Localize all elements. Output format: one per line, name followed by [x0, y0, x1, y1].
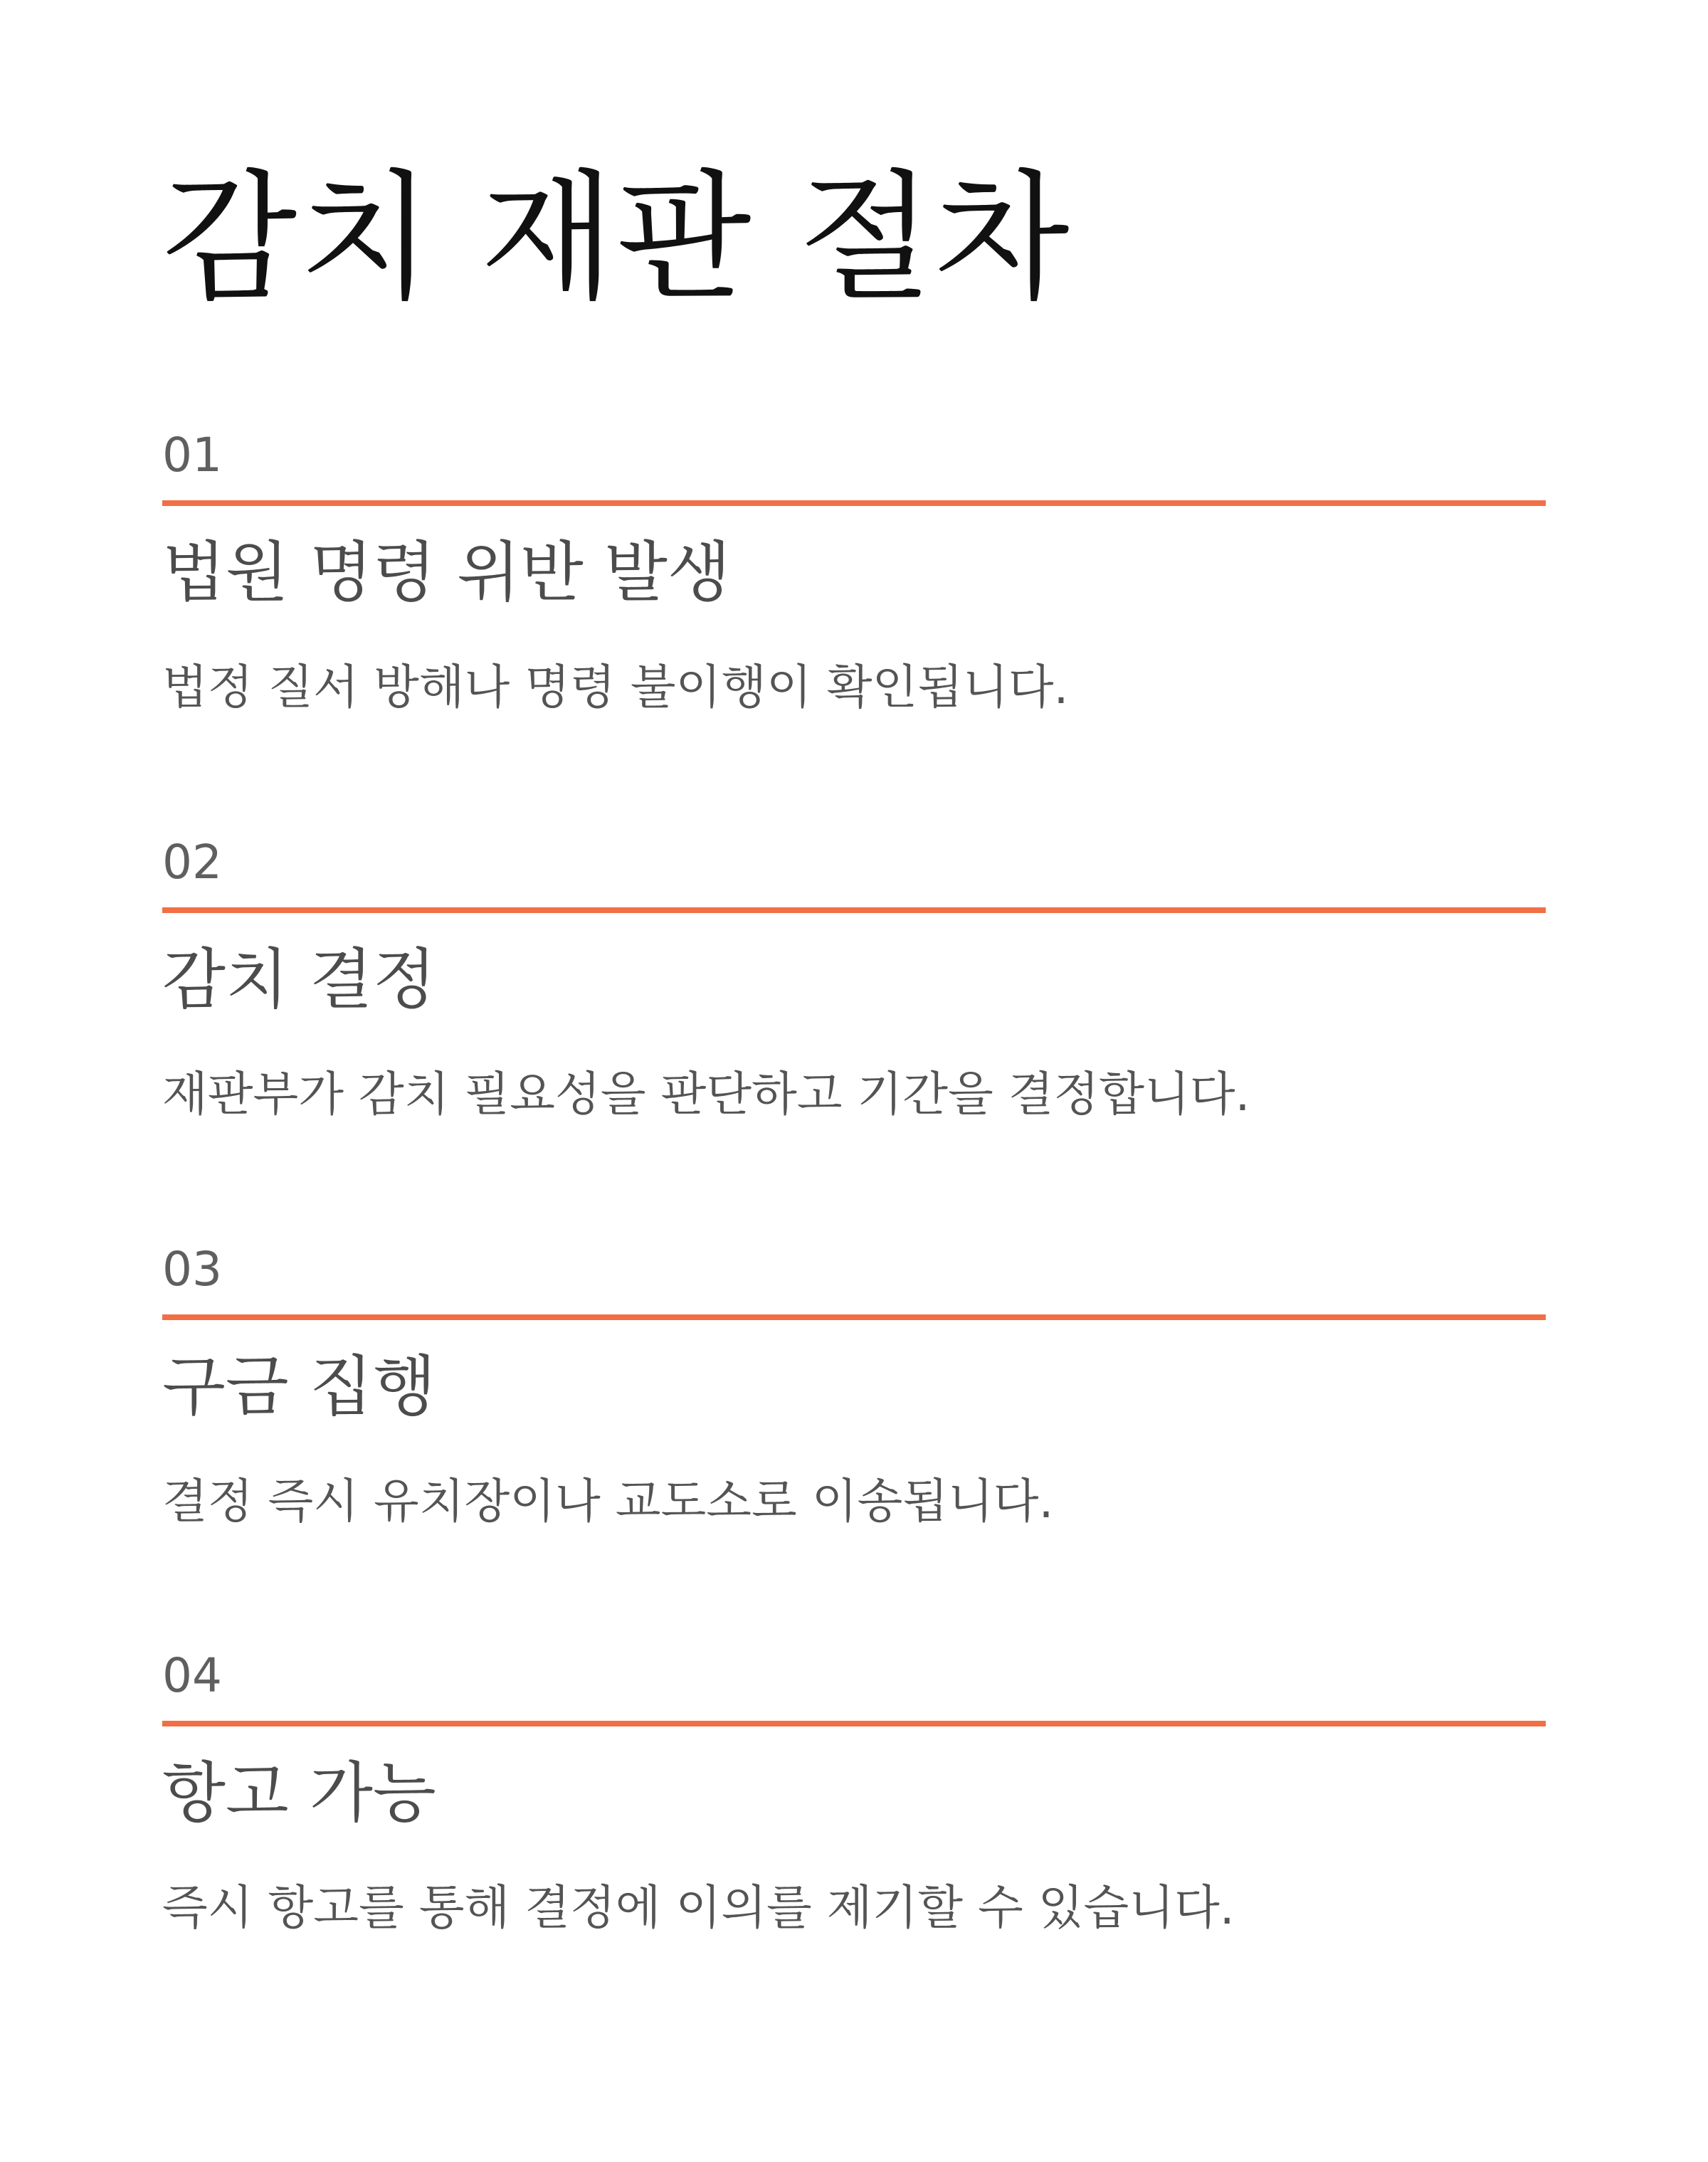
step-description: 재판부가 감치 필요성을 판단하고 기간을 결정합니다.: [162, 1067, 1250, 1122]
step-number: 02: [162, 835, 222, 890]
step-heading: 감치 결정: [162, 942, 436, 1018]
step-item: [162, 1241, 1546, 1583]
step-description: 결정 즉시 유치장이나 교도소로 이송됩니다.: [162, 1474, 1054, 1529]
step-item: [162, 1647, 1546, 1989]
step-heading: 법원 명령 위반 발생: [162, 534, 731, 611]
step-heading: 항고 가능: [162, 1755, 436, 1831]
step-number: 04: [162, 1648, 222, 1703]
accent-divider: [162, 1721, 1546, 1726]
accent-divider: [162, 1314, 1546, 1320]
step-number: 01: [162, 428, 222, 483]
step-heading: 구금 집행: [162, 1349, 436, 1425]
step-item: [162, 427, 1546, 769]
accent-divider: [162, 907, 1546, 913]
page-title: 감치 재판 절차: [162, 157, 1071, 320]
step-description: 즉시 항고를 통해 결정에 이의를 제기할 수 있습니다.: [162, 1880, 1235, 1935]
step-number: 03: [162, 1242, 222, 1297]
accent-divider: [162, 500, 1546, 506]
step-item: [162, 834, 1546, 1176]
step-description: 법정 질서 방해나 명령 불이행이 확인됩니다.: [162, 660, 1069, 714]
